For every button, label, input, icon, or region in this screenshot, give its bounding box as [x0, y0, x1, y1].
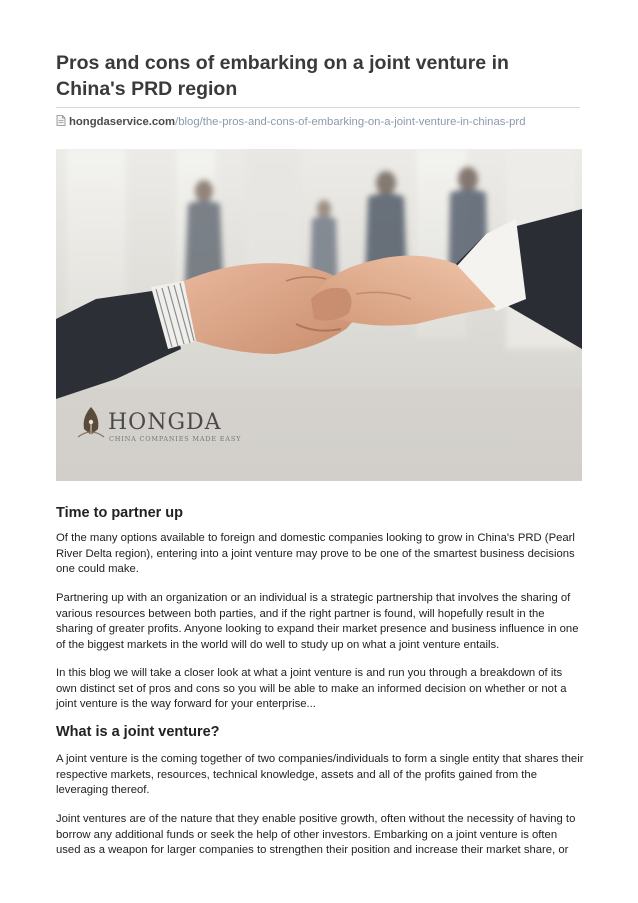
title-divider — [56, 107, 580, 108]
logo-tagline: CHINA COMPANIES MADE EASY — [109, 435, 242, 443]
source-path-link[interactable]: /blog/the-pros-and-cons-of-embarking-on-a-joint-venture-in-chinas-prd — [175, 116, 526, 128]
handshake-image — [56, 149, 582, 481]
section-heading-what-is-jv: What is a joint venture? — [56, 724, 220, 740]
paragraph: Of the many options available to foreign and domestic companies looking to grow in China's PRD (Pearl River Delta region), entering into a joint venture may prove to be one of the smartest business decisions one could make. — [56, 532, 575, 575]
hero-image — [56, 149, 582, 481]
paragraph: A joint venture is the coming together of two companies/individuals to form a single entity that shares their respective markets, resources, technical knowledge, assets and all of the profits gained from the leveraging thereof. — [56, 753, 584, 796]
logo-name: HONGDA — [108, 410, 222, 435]
source-domain-link[interactable]: hongdaservice.com — [69, 116, 176, 128]
source-line — [56, 115, 582, 128]
paragraph: Partnering up with an organization or an individual is a strategic partnership that involves the sharing of various resources between both parties, and if the right partner is found, will hopefully result in the sharing of greater profits. Anyone looking to expand their market presence and business influence in one of the biggest markets in the world will do well to study up on what a joint venture entails. — [56, 592, 579, 651]
section-heading-partner-up: Time to partner up — [56, 505, 184, 521]
document-icon — [56, 115, 66, 126]
paragraph: In this blog we will take a closer look at what a joint venture is and run you through a breakdown of its own distinct set of pros and cons so you will be able to make an informed decision on whether or not a joint venture is the way forward for your enterprise... — [56, 667, 567, 710]
page-title: Pros and cons of embarking on a joint venture in China's PRD region — [56, 52, 509, 100]
paragraph: Joint ventures are of the nature that they enable positive growth, often without the necessity of having to borrow any additional funds or seek the help of other investors. Embarking on a joint venture is often used as a weapon for larger companies to strengthen their position and increase their market share, or — [56, 813, 576, 856]
